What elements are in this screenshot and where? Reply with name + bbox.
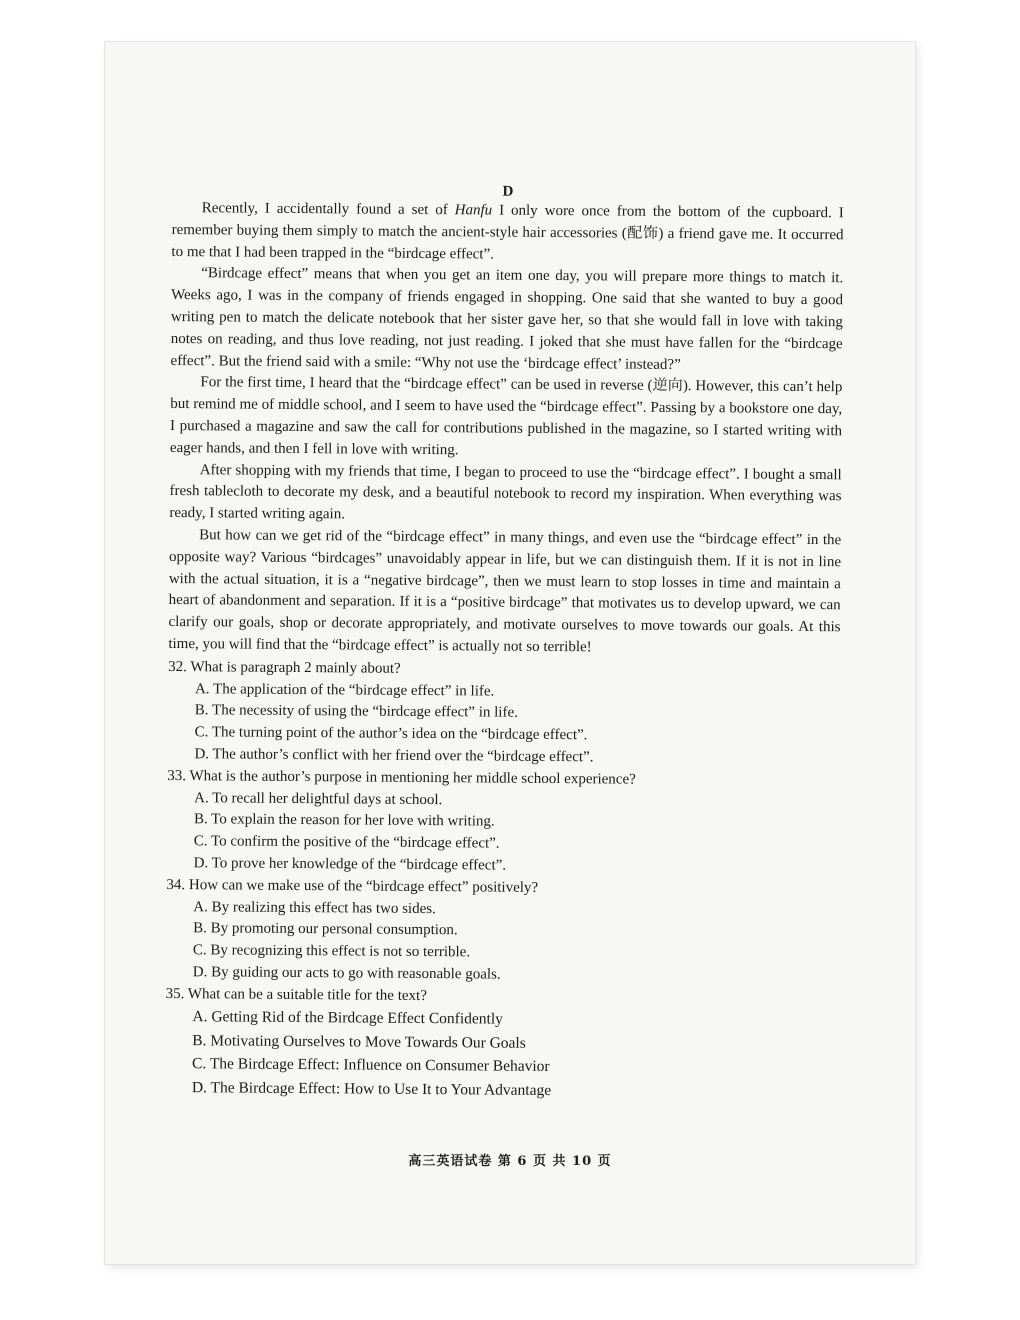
- question-option: C. The Birdcage Effect: Influence on Consumer Behavior: [191, 1055, 550, 1076]
- paragraph-1: [171, 198, 843, 269]
- question-option: C. By recognizing this effect is not so terrible.: [192, 942, 471, 961]
- paragraph-4: After shopping with my friends that time, I began to proceed to use the “birdcage effect”. I bought a small fresh tablecloth to decorate my desk, and a beautiful notebook to record my inspiration. When everything was ready, I started writing again.: [169, 461, 842, 523]
- question-option: B. By promoting our personal consumption.: [193, 920, 458, 939]
- question-stem: 35. What can be a suitable title for the text?: [165, 985, 427, 1004]
- question-stem: 33. What is the author’s purpose in mentioning her middle school experience?: [167, 767, 636, 788]
- question-stem: 34. How can we make use of the “birdcage effect” positively?: [166, 876, 539, 896]
- paragraph-2: “Birdcage effect” means that when you get an item one day, you will prepare more things to match it. Weeks ago, I was in the company of friends engaged in shopping. One said that she wanted to buy a good writing pen to match the delicate notebook that her sister gave her, so that she would fall in love with taking notes on reading, and thus love reading, not just reading. I joked that she must have fallen for the “birdcage effect”. But the friend said with a smile: “Why not use the ‘birdcage effect’ instead?”: [170, 265, 844, 373]
- question-34: [166, 875, 839, 989]
- question-option: C. The turning point of the author’s idea on the “birdcage effect”.: [194, 724, 588, 744]
- question-option: A. To recall her delightful days at school.: [194, 789, 443, 808]
- question-35: [165, 984, 838, 1105]
- question-32: [167, 657, 840, 771]
- section-letter: D: [502, 183, 514, 200]
- question-list: [165, 657, 840, 1105]
- question-stem: 32. What is paragraph 2 mainly about?: [168, 658, 401, 677]
- question-option: A. By realizing this effect has two sides.: [193, 898, 436, 917]
- question-option: D. The author’s conflict with her friend over the “birdcage effect”.: [194, 746, 594, 766]
- paragraph-1-italic-term: Hanfu: [454, 202, 493, 219]
- reading-passage-d: [165, 180, 844, 1105]
- question-option: D. To prove her knowledge of the “birdcage effect”.: [193, 855, 507, 874]
- question-option: B. To explain the reason for her love with writing.: [193, 811, 495, 830]
- paragraph-5: But how can we get rid of the “birdcage effect” in many things, and even use the “birdcage effect” in the opposite way? Various “birdcages” unavoidably appear in life, but we can distinguish them. If it is not in line with the actual situation, it is a “negative birdcage”, then we must learn to stop losses in time and maintain a heart of abandonment and separation. If it is a “positive birdcage” that motivates us to develop upward, we can clarify our goals, shop or decorate appropriately, and motivate ourselves to move towards our goals. At this time, you will find that the “birdcage effect” is actually not so terrible!: [168, 527, 842, 656]
- question-option: D. By guiding our acts to go with reasonable goals.: [192, 964, 501, 983]
- question-33: [167, 766, 840, 880]
- question-option: B. The necessity of using the “birdcage effect” in life.: [194, 702, 518, 722]
- question-option: D. The Birdcage Effect: How to Use It to Your Advantage: [191, 1079, 552, 1099]
- page-footer: 高三英语试卷 第 6 页 共 10 页: [408, 1154, 612, 1169]
- question-option: C. To confirm the positive of the “birdcage effect”.: [193, 833, 500, 852]
- paragraph-3: For the first time, I heard that the “birdcage effect” can be used in reverse (逆向). However, this can’t help but remind me of middle school, and I seem to have used the “birdcage effect”. Passing by a bookstore one day, I purchased a magazine and saw the call for contributions published in the magazine, so I started writing with eager hands, and then I fell in love with writing.: [169, 374, 843, 459]
- question-option: A. Getting Rid of the Birdcage Effect Confidently: [192, 1008, 503, 1029]
- question-option: A. The application of the “birdcage effect” in life.: [194, 680, 495, 700]
- paragraph-1-text-end: I only wore once from the bottom of the cupboard. I remember buying them simply to match the ancient-style hair accessories (配饰) a friend gave me. It occurred to me that I had been trapped in the “birdcage effect”.: [171, 202, 844, 263]
- paragraph-1-text-start: Recently, I accidentally found a set of: [201, 200, 455, 219]
- question-option: B. Motivating Ourselves to Move Towards Our Goals: [192, 1032, 526, 1052]
